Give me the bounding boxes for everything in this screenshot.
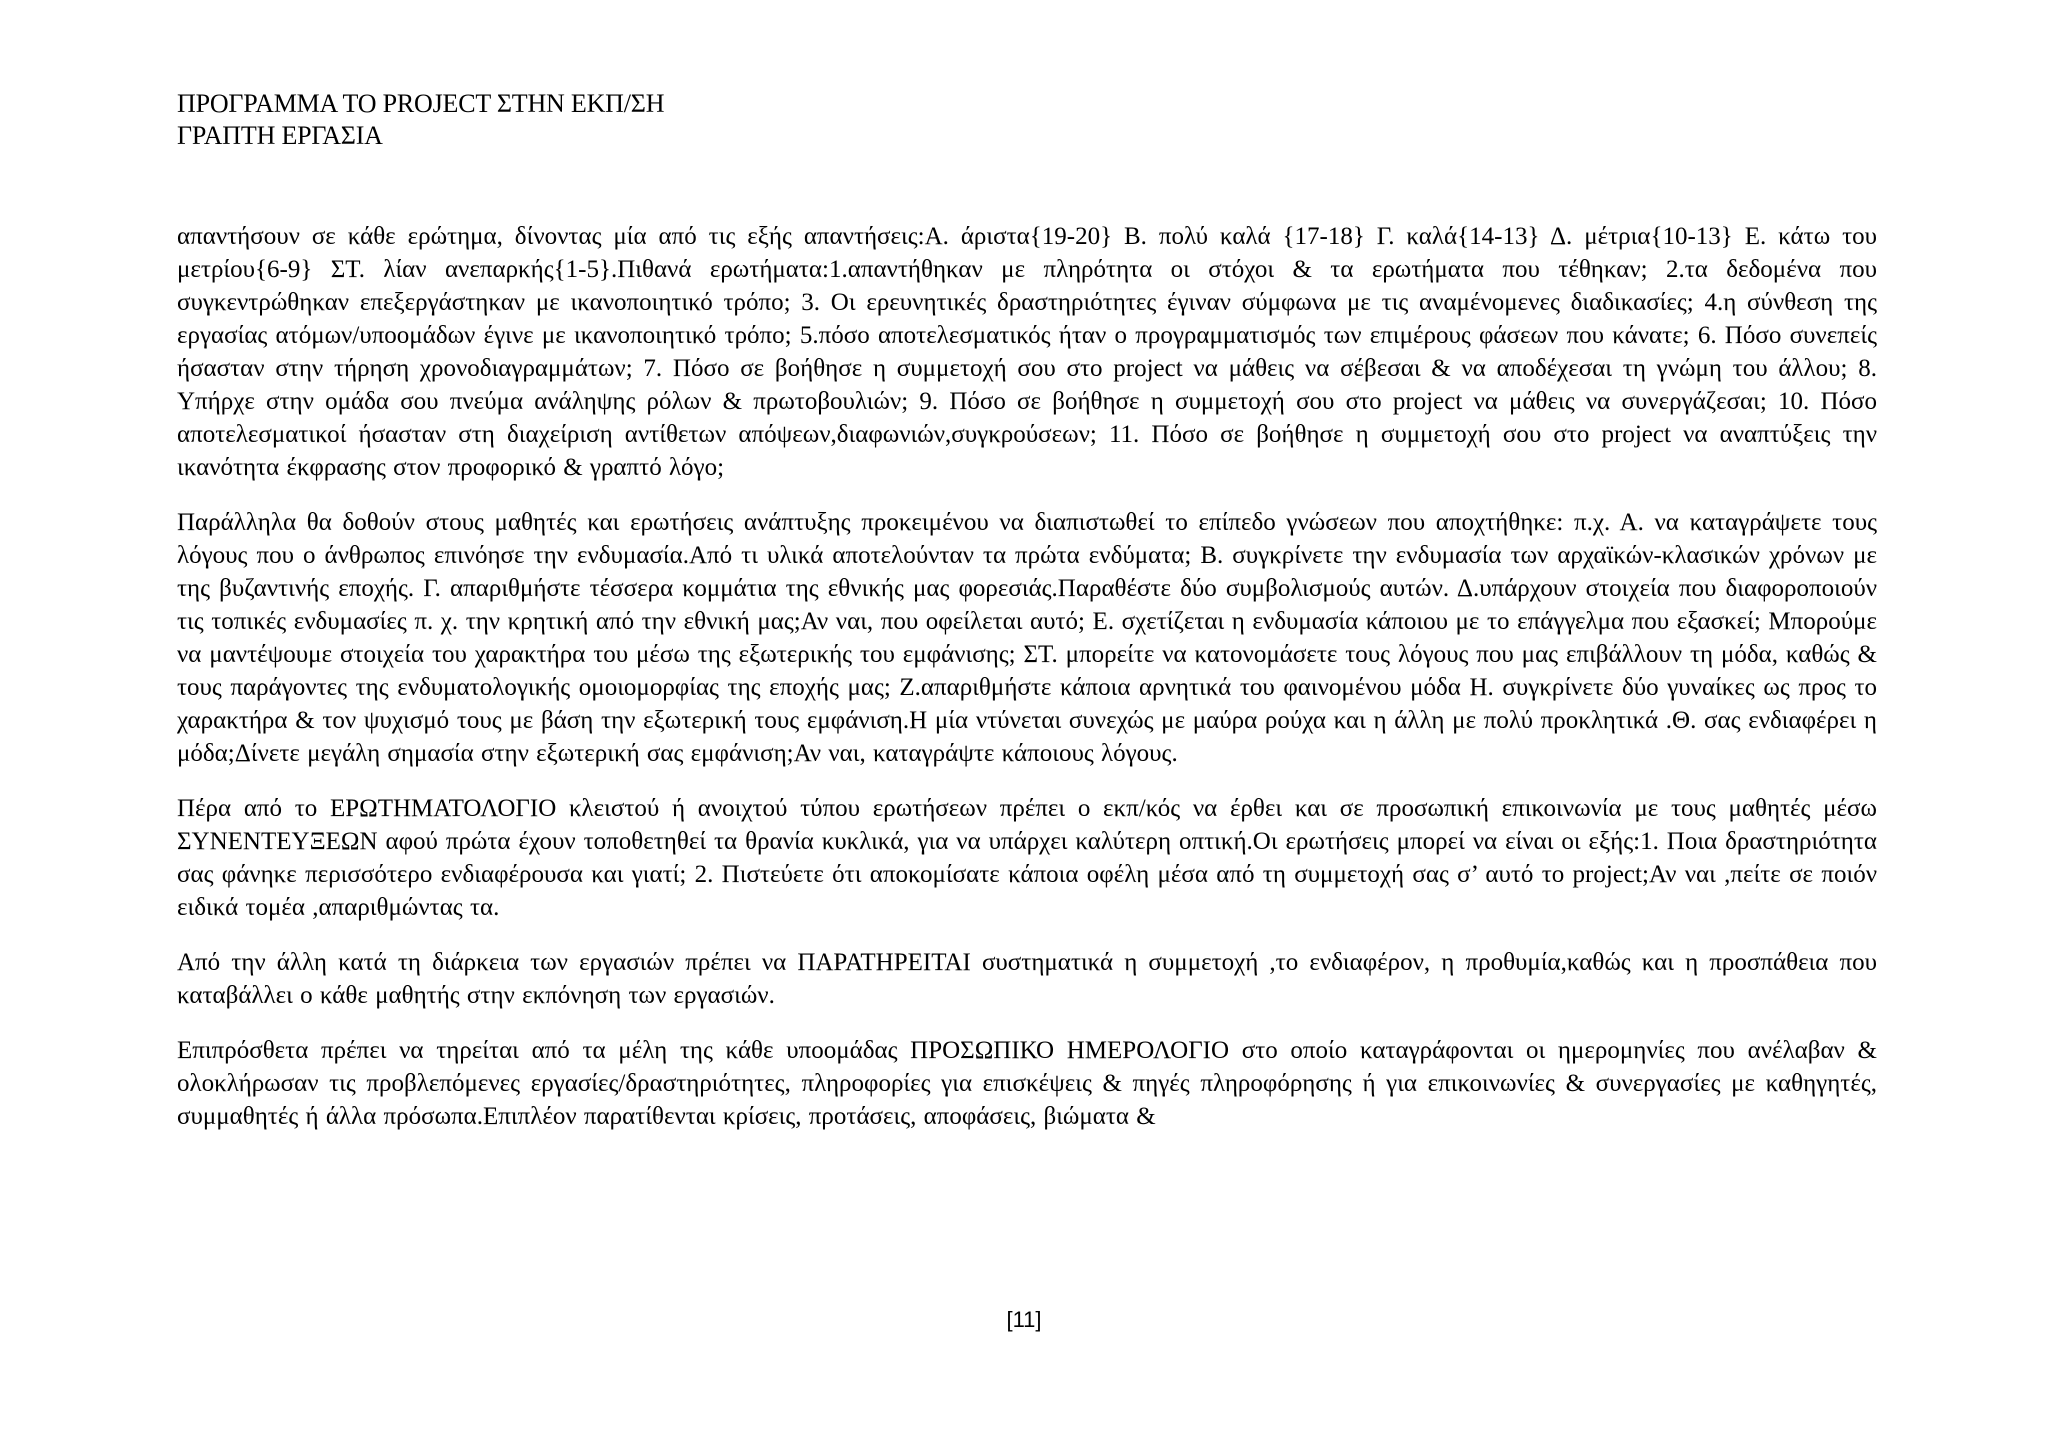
document-body bbox=[177, 220, 1877, 1155]
paragraph-personal-diary: Επιπρόσθετα πρέπει να τηρείται από τα μέλη της κάθε υποομάδας ΠΡΟΣΩΠΙΚΟ ΗΜΕΡΟΛΟΓΙΟ στο οποίο καταγράφονται οι ημερομηνίες που ανέλαβαν & ολοκλήρωσαν τις προβλεπόμενες εργασίες/δραστηριότητες, πληροφορίες για επισκέψεις & πηγές πληροφόρησης ή για επικοινωνίες & συνεργασίες με καθηγητές, συμμαθητές ή άλλα πρόσωπα.Επιπλέον παρατίθενται κρίσεις, προτάσεις, αποφάσεις, βιώματα & bbox=[177, 1037, 1877, 1130]
page-number: [11] bbox=[1006, 1307, 1042, 1332]
page-header bbox=[177, 88, 664, 152]
header-title: ΠΡΟΓΡΑΜΜΑ ΤΟ PROJECT ΣΤΗΝ ΕΚΠ/ΣΗ bbox=[177, 89, 665, 118]
paragraph-interviews: Πέρα από το ΕΡΩΤΗΜΑΤΟΛΟΓΙΟ κλειστού ή ανοιχτού τύπου ερωτήσεων πρέπει ο εκπ/κός να έρθει και σε προσωπική επικοινωνία με τους μαθητές μέσω ΣΥΝΕΝΤΕΥΞΕΩΝ αφού πρώτα έχουν τοποθετηθεί τα θρανία κυκλικά, για να υπάρχει καλύτερη οπτική.Οι ερωτήσεις μπορεί να είναι οι εξής:1. Ποια δραστηριότητα σας φάνηκε περισσότερο ενδιαφέρουσα και γιατί; 2. Πιστεύετε ότι αποκομίσατε κάποια οφέλη μέσα από τη συμμετοχή σας σ’ αυτό το project;Αν ναι ,πείτε σε ποιόν ειδικά τομέα ,απαριθμώντας τα. bbox=[177, 795, 1877, 921]
header-subtitle: ΓΡΑΠΤΗ ΕΡΓΑΣΙΑ bbox=[177, 121, 383, 150]
paragraph-observation: Από την άλλη κατά τη διάρκεια των εργασιών πρέπει να ΠΑΡΑΤΗΡΕΙΤΑΙ συστηματικά η συμμετοχή ,το ενδιαφέρον, η προθυμία,καθώς και η προσπάθεια που καταβάλλει ο κάθε μαθητής στην εκπόνηση των εργασιών. bbox=[177, 949, 1877, 1009]
paragraph-development-questions: Παράλληλα θα δοθούν στους μαθητές και ερωτήσεις ανάπτυξης προκειμένου να διαπιστωθεί το επίπεδο γνώσεων που αποχτήθηκε: π.χ. Α. να καταγράψετε τους λόγους που ο άνθρωπος επινόησε την ενδυμασία.Από τι υλικά αποτελούνταν τα πρώτα ενδύματα; Β. συγκρίνετε την ενδυμασία των αρχαϊκών-κλασικών χρόνων με της βυζαντινής εποχής. Γ. απαριθμήστε τέσσερα κομμάτια της εθνικής μας φορεσιάς.Παραθέστε δύο συμβολισμούς αυτών. Δ.υπάρχουν στοιχεία που διαφοροποιούν τις τοπικές ενδυμασίες π. χ. την κρητική από την εθνική μας;Αν ναι, που οφείλεται αυτό; Ε. σχετίζεται η ενδυμασία κάποιου με το επάγγελμα που εξασκεί; Μπορούμε να μαντέψουμε στοιχεία του χαρακτήρα του μέσω της εξωτερικής του εμφάνισης; ΣΤ. μπορείτε να κατονομάσετε τους λόγους που μας επιβάλλουν τη μόδα, καθώς & τους παράγοντες της ενδυματολογικής ομοιομορφίας της εποχής μας; Ζ.απαριθμήστε κάποια αρνητικά του φαινομένου μόδα Η. συγκρίνετε δύο γυναίκες ως προς το χαρακτήρα & τον ψυχισμό τους με βάση την εξωτερική τους εμφάνιση.Η μία ντύνεται συνεχώς με μαύρα ρούχα και η άλλη με πολύ προκλητικά .Θ. σας ενδιαφέρει η μόδα;Δίνετε μεγάλη σημασία στην εξωτερική σας εμφάνιση;Αν ναι, καταγράψτε κάποιους λόγους. bbox=[177, 509, 1877, 767]
paragraph-evaluation-questions: απαντήσουν σε κάθε ερώτημα, δίνοντας μία από τις εξής απαντήσεις:Α. άριστα{19-20} Β. πολύ καλά {17-18} Γ. καλά{14-13} Δ. μέτρια{10-13} Ε. κάτω του μετρίου{6-9} ΣΤ. λίαν ανεπαρκής{1-5}.Πιθανά ερωτήματα:1.απαντήθηκαν με πληρότητα οι στόχοι & τα ερωτήματα που τέθηκαν; 2.τα δεδομένα που συγκεντρώθηκαν επεξεργάστηκαν με ικανοποιητικό τρόπο; 3. Οι ερευνητικές δραστηριότητες έγιναν σύμφωνα με τις αναμένομενες διαδικασίες; 4.η σύνθεση της εργασίας ατόμων/υποομάδων έγινε με ικανοποιητικό τρόπο; 5.πόσο αποτελεσματικός ήταν ο προγραμματισμός των επιμέρους φάσεων που κάνατε; 6. Πόσο συνεπείς ήσασταν στην τήρηση χρονοδιαγραμμάτων; 7. Πόσο σε βοήθησε η συμμετοχή σου στο project να μάθεις να σέβεσαι & να αποδέχεσαι τη γνώμη του άλλου; 8. Υπήρχε στην ομάδα σου πνεύμα ανάληψης ρόλων & πρωτοβουλιών; 9. Πόσο σε βοήθησε η συμμετοχή σου στο project να μάθεις να συνεργάζεσαι; 10. Πόσο αποτελεσματικοί ήσασταν στη διαχείριση αντίθετων απόψεων,διαφωνιών,συγκρούσεων; 11. Πόσο σε βοήθησε η συμμετοχή σου στο project να αναπτύξεις την ικανότητα έκφρασης στον προφορικό & γραπτό λόγο; bbox=[177, 223, 1877, 481]
